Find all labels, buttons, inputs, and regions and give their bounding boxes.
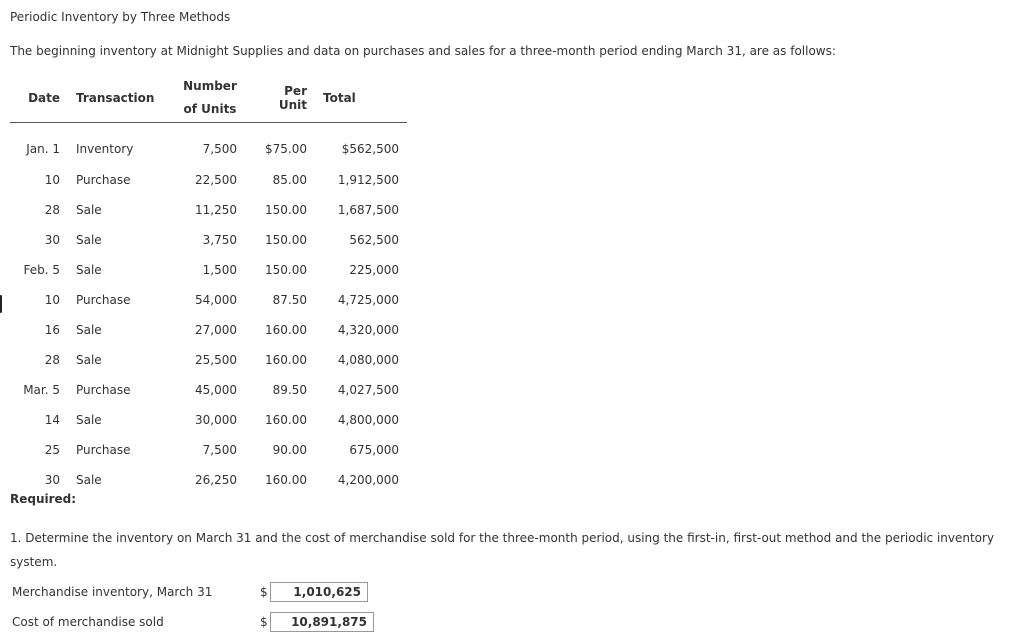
margin-marker (0, 295, 5, 313)
table-row (10, 345, 407, 375)
cell-date: 14 (44, 413, 60, 427)
table-row (10, 225, 407, 255)
cell-total: 225,000 (349, 263, 399, 277)
cogs-label: Cost of merchandise sold (12, 615, 164, 629)
table-row (10, 465, 407, 495)
cell-total: 1,687,500 (337, 203, 399, 217)
cell-date: Feb. 5 (23, 263, 60, 277)
currency-symbol: $ (260, 615, 268, 629)
table-row (10, 255, 407, 285)
table-row (10, 285, 407, 315)
cell-transaction: Purchase (76, 443, 131, 457)
cell-per-unit: 150.00 (265, 203, 307, 217)
cell-transaction: Purchase (76, 173, 131, 187)
cell-units: 27,000 (195, 323, 237, 337)
table-row (10, 165, 407, 195)
cell-transaction: Sale (76, 203, 102, 217)
cell-per-unit: 87.50 (272, 293, 307, 307)
cell-total: $562,500 (341, 142, 399, 156)
inventory-label: Merchandise inventory, March 31 (12, 585, 213, 599)
cell-date: 10 (44, 293, 60, 307)
cell-units: 45,000 (195, 383, 237, 397)
cell-units: 54,000 (195, 293, 237, 307)
cell-transaction: Sale (76, 353, 102, 367)
cell-per-unit: 150.00 (265, 263, 307, 277)
cell-transaction: Purchase (76, 383, 131, 397)
cell-units: 30,000 (195, 413, 237, 427)
cell-date: 10 (44, 173, 60, 187)
cell-per-unit: 160.00 (265, 323, 307, 337)
cell-total: 4,725,000 (337, 293, 399, 307)
cell-units: 25,500 (195, 353, 237, 367)
header-number-of-units (175, 74, 245, 123)
problem-intro: The beginning inventory at Midnight Supplies and data on purchases and sales for a three-month period ending March 31, are as follows: (10, 44, 836, 58)
cell-transaction: Sale (76, 413, 102, 427)
cell-units: 3,750 (202, 233, 237, 247)
header-transaction: Transaction (76, 91, 155, 105)
header-units-line1: Number (183, 79, 237, 93)
currency-symbol: $ (260, 585, 268, 599)
cell-total: 1,912,500 (337, 173, 399, 187)
cell-date: 28 (44, 353, 60, 367)
cell-units: 11,250 (195, 203, 237, 217)
cell-per-unit: 160.00 (265, 413, 307, 427)
cell-units: 7,500 (202, 443, 237, 457)
cell-transaction: Sale (76, 233, 102, 247)
header-per-unit: Per Unit (278, 84, 307, 112)
cell-units: 7,500 (202, 142, 237, 156)
cell-date: Mar. 5 (23, 383, 60, 397)
table-row (10, 405, 407, 435)
cell-per-unit: $75.00 (265, 142, 307, 156)
cell-per-unit: 160.00 (265, 473, 307, 487)
answer-row-cogs (12, 611, 374, 633)
cell-units: 26,250 (195, 473, 237, 487)
page-title: Periodic Inventory by Three Methods (10, 10, 231, 24)
cell-per-unit: 160.00 (265, 353, 307, 367)
cell-date: 28 (44, 203, 60, 217)
cell-transaction: Inventory (76, 142, 134, 156)
header-date: Date (28, 91, 60, 105)
cell-total: 4,080,000 (337, 353, 399, 367)
cogs-answer-input[interactable] (270, 612, 374, 632)
cell-date: Jan. 1 (26, 142, 60, 156)
cell-transaction: Purchase (76, 293, 131, 307)
answer-row-inventory (12, 581, 368, 603)
cell-transaction: Sale (76, 323, 102, 337)
cell-per-unit: 89.50 (272, 383, 307, 397)
table-row (10, 435, 407, 465)
table-row (10, 315, 407, 345)
required-heading: Required: (10, 492, 77, 506)
table-row (10, 375, 407, 405)
cell-date: 30 (44, 473, 60, 487)
table-row (10, 123, 407, 166)
cell-date: 25 (44, 443, 60, 457)
header-total: Total (323, 91, 356, 105)
cell-per-unit: 150.00 (265, 233, 307, 247)
cell-per-unit: 90.00 (272, 443, 307, 457)
inventory-table (10, 74, 407, 495)
header-units-line2: of Units (183, 102, 237, 116)
question-1: 1. Determine the inventory on March 31 and the cost of merchandise sold for the three-month period, using the first-in, first-out method and the periodic inventory system. (10, 531, 995, 569)
table-row (10, 195, 407, 225)
cell-transaction: Sale (76, 473, 102, 487)
cell-per-unit: 85.00 (272, 173, 307, 187)
cell-total: 4,200,000 (337, 473, 399, 487)
cell-total: 562,500 (349, 233, 399, 247)
cell-date: 16 (44, 323, 60, 337)
table-header-row (10, 74, 407, 123)
cell-total: 4,320,000 (337, 323, 399, 337)
cell-total: 675,000 (349, 443, 399, 457)
inventory-answer-input[interactable] (270, 582, 368, 602)
cell-total: 4,027,500 (337, 383, 399, 397)
cell-units: 22,500 (195, 173, 237, 187)
cell-units: 1,500 (202, 263, 237, 277)
cell-date: 30 (44, 233, 60, 247)
cell-total: 4,800,000 (337, 413, 399, 427)
cell-transaction: Sale (76, 263, 102, 277)
